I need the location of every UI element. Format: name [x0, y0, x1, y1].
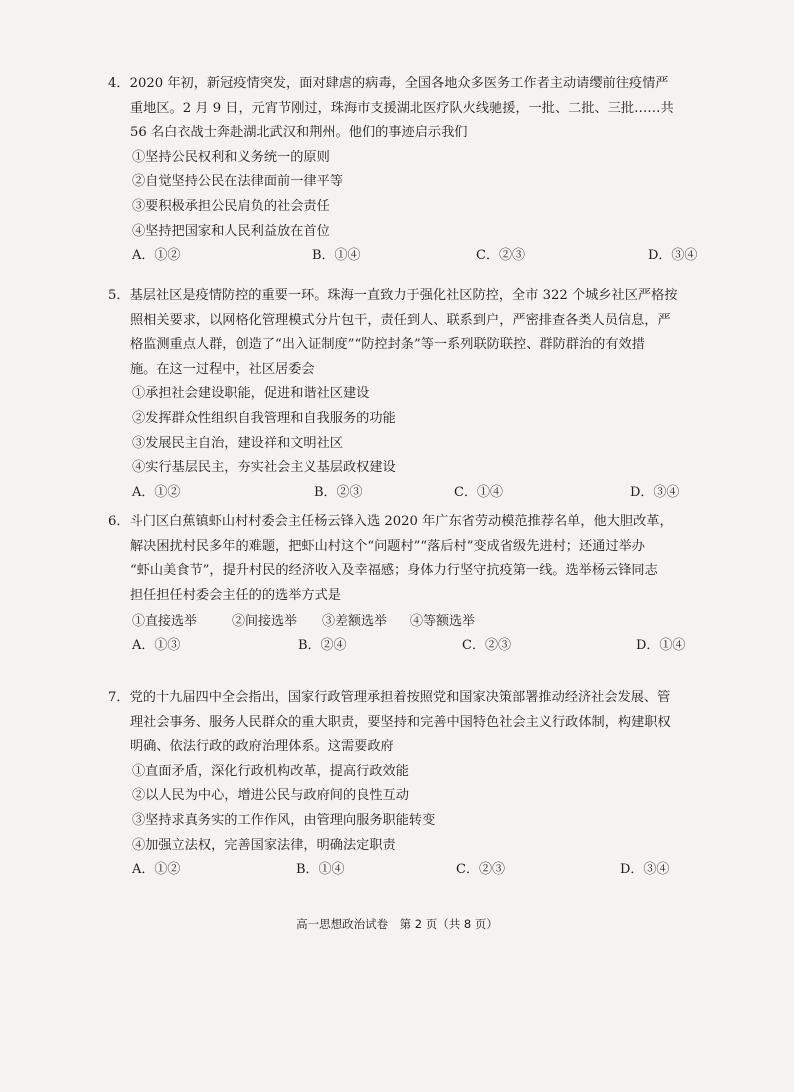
- choice-a: A．①②: [132, 862, 181, 878]
- option-statement: ②间接选举: [232, 614, 298, 630]
- option-statement: ①直面矛盾，深化行政机构改革，提高行政效能: [132, 763, 409, 779]
- option-statement: ②以人民为中心，增进公民与政府间的良性互动: [132, 788, 409, 804]
- answer-choices: [108, 244, 708, 270]
- choice-c: C．②③: [456, 862, 505, 878]
- question-stem-line: 4．2020 年初，新冠疫情突发，面对肆虐的病毒，全国各地众多医务工作者主动请缨前往疫情严: [108, 76, 669, 91]
- answer-choices: [108, 481, 708, 507]
- inline-options: [108, 610, 708, 634]
- choice-d: D．③④: [648, 248, 698, 264]
- question-stem-line: 解决困扰村民多年的难题，把虾山村这个“问题村”“落后村”变成省级先进村；还通过举办: [130, 538, 645, 554]
- answer-choices: [108, 858, 708, 884]
- option-statement: ①坚持公民权利和义务统一的原则: [132, 149, 330, 165]
- option-statement: ④实行基层民主，夯实社会主义基层政权建设: [132, 460, 396, 476]
- question-stem-line: 理社会事务、服务人民群众的重大职责，要坚持和完善中国特色社会主义行政体制，构建职权: [130, 714, 671, 730]
- question-stem-line: 重地区。2 月 9 日，元宵节刚过，珠海市支援湖北医疗队火线驰援，一批、二批、三批……共: [130, 100, 674, 116]
- choice-b: B．①④: [296, 862, 345, 878]
- question-stem-line: 格监测重点人群，创造了“出入证制度”“防控封条”等一系列联防联控、群防群治的有效措: [130, 337, 645, 353]
- option-statement: ③要积极承担公民肩负的社会责任: [132, 198, 330, 214]
- question-stem-line: 明确、依法行政的政府治理体系。这需要政府: [130, 739, 394, 755]
- choice-b: B．②③: [314, 484, 363, 500]
- page-footer: 高一思想政治试卷 第 2 页（共 8 页）: [296, 917, 498, 931]
- option-statement: ③发展民主自治，建设祥和文明社区: [132, 435, 343, 451]
- choice-a: A．①②: [132, 248, 181, 264]
- question-stem-line: 担任担任村委会主任的的选举方式是: [130, 587, 341, 603]
- question-6: [108, 510, 708, 660]
- option-statement: ①承担社会建设职能，促进和谐社区建设: [132, 386, 370, 402]
- choice-c: C．①④: [454, 484, 503, 500]
- question-stem-line: 施。在这一过程中，社区居委会: [130, 361, 315, 377]
- question-stem-line: 5．基层社区是疫情防控的重要一环。珠海一直致力于强化社区防控，全市 322 个城乡社区严格按: [108, 288, 678, 303]
- option-statement: ④坚持把国家和人民利益放在首位: [132, 223, 330, 239]
- option-statement: ④加强立法权，完善国家法律，明确法定职责: [132, 837, 396, 853]
- choice-c: C．②③: [476, 248, 525, 264]
- question-stem-line: 照相关要求，以网格化管理模式分片包干，责任到人、联系到户，严密排查各类人员信息，严: [130, 312, 671, 328]
- question-7: [108, 686, 708, 884]
- question-stem-line: “虾山美食节”，提升村民的经济收入及幸福感；身体力行坚守抗疫第一线。选举杨云锋同志: [130, 563, 658, 579]
- choice-d: D．③④: [630, 484, 680, 500]
- choice-a: A．①②: [132, 484, 181, 500]
- choice-b: B．①④: [312, 248, 361, 264]
- option-statement: ④等额选举: [410, 614, 476, 630]
- choice-d: D．③④: [620, 862, 670, 878]
- question-stem-line: 6．斗门区白蕉镇虾山村村委会主任杨云锋入选 2020 年广东省劳动模范推荐名单，他大胆改革，: [108, 514, 673, 529]
- option-statement: ③坚持求真务实的工作作风，由管理向服务职能转变: [132, 812, 436, 828]
- option-statement: ②自觉坚持公民在法律面前一律平等: [132, 174, 343, 190]
- answer-choices: [108, 634, 708, 660]
- choice-c: C．②③: [462, 638, 511, 654]
- question-stem-line: 56 名白衣战士奔赴湖北武汉和荆州。他们的事迹启示我们: [130, 125, 468, 141]
- choice-a: A．①③: [132, 638, 181, 654]
- question-4: [108, 72, 708, 270]
- option-statement: ③差额选举: [322, 614, 388, 630]
- choice-b: B．②④: [298, 638, 347, 654]
- option-statement: ②发挥群众性组织自我管理和自我服务的功能: [132, 410, 396, 426]
- question-5: [108, 284, 708, 507]
- option-statement: ①直接选举: [132, 614, 198, 630]
- choice-d: D．①④: [636, 638, 686, 654]
- question-stem-line: 7．党的十九届四中全会指出，国家行政管理承担着按照党和国家决策部署推动经济社会发展、管: [108, 690, 671, 705]
